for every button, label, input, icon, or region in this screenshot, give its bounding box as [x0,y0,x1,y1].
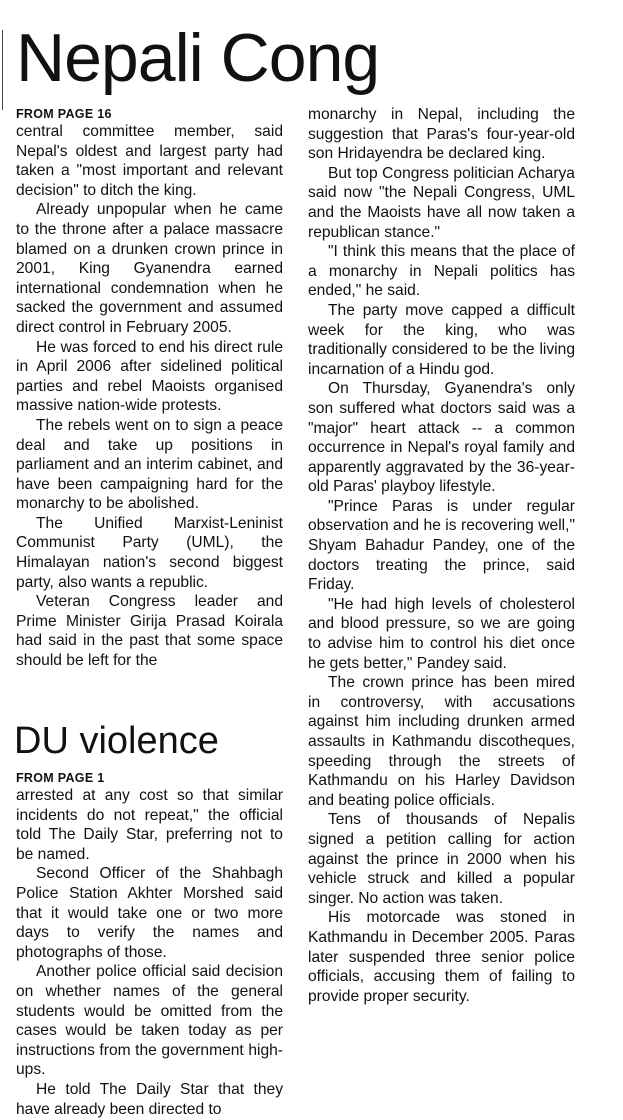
story1-paragraph: "Prince Paras is under regular observation and he is recovering well," Shyam Bahadur Pandey, one of the doctors treating the prince, said Friday. [308,497,575,594]
story1-paragraph: The rebels went on to sign a peace deal and take up positions in parliament and an interim cabinet, and have been campaigning hard for the monarchy to be abolished. [16,416,283,513]
story1-paragraph: The crown prince has been mired in controversy, with accusations against him including drunken armed assaults in Kathmandu discotheques, speeding through the streets of Kathmandu on his Harley Davidson and beating police officials. [308,674,575,809]
story-headline-nepali-cong: Nepali Cong [16,20,380,96]
story1-paragraph: monarchy in Nepal, including the suggestion that Paras's four-year-old son Hridayendra be declared king. [308,106,575,163]
story1-paragraph: Veteran Congress leader and Prime Minister Girija Prasad Koirala had said in the past that some space should be left for the [16,593,283,670]
story1-paragraph: "He had high levels of cholesterol and blood pressure, so we are going to advise him to control his diet once he gets better," Pandey said. [308,595,575,672]
story1-paragraph: He was forced to end his direct rule in April 2006 after sidelined political parties and rebel Maoists organised massive nation-wide protests. [16,338,283,415]
story1-left-column [16,107,283,671]
story1-paragraph: central committee member, said Nepal's oldest and largest party had taken a "most important and relevant decision" to ditch the king. [16,123,283,199]
story1-paragraph: "I think this means that the place of a monarchy in Nepali politics has ended," he said. [308,243,575,300]
jump-label-from-page-16: FROM PAGE 16 [16,107,112,121]
story1-paragraph: Tens of thousands of Nepalis signed a petition calling for action against the prince in 2000 when his vehicle struck and killed a popular singer. No action was taken. [308,811,575,907]
story2-paragraph: Second Officer of the Shahbagh Police Station Akhter Morshed said that it would take one or two more days to verify the names and photographs of those. [16,865,283,961]
story1-paragraph: The Unified Marxist-Leninist Communist Party (UML), the Himalayan nation's second biggest party, also wants a republic. [16,514,283,591]
story2-paragraph: Another police official said decision on whether names of the general students would be omitted from the cases would be taken today as per instructions from the government high-ups. [16,963,283,1079]
story1-paragraph: Already unpopular when he came to the throne after a palace massacre blamed on a drunken crown prince in 2001, King Gyanendra earned international condemnation when he sacked the government and assumed direct control in February 2005. [16,201,283,336]
story-headline-du-violence: DU violence [14,720,219,762]
story2-column [16,771,283,1119]
story2-paragraph: He told The Daily Star that they have already been directed to [16,1080,283,1118]
column-rule [2,30,3,110]
story1-right-column [308,105,575,1006]
story1-paragraph: But top Congress politician Acharya said now "the Nepali Congress, UML and the Maoists have all now taken a republican stance." [308,164,575,241]
jump-label-from-page-1: FROM PAGE 1 [16,771,105,785]
story2-paragraph: arrested at any cost so that similar incidents do not repeat," the official told The Daily Star, preferring not to be named. [16,787,283,863]
story1-paragraph: The party move capped a difficult week for the king, who was traditionally considered to be the living incarnation of a Hindu god. [308,301,575,378]
story1-paragraph: On Thursday, Gyanendra's only son suffered what doctors said was a "major" heart attack -- a common occurrence in Nepal's royal family and apparently aggravated by the 36-year-old Paras' playboy lifestyle. [308,380,575,496]
story1-paragraph: His motorcade was stoned in Kathmandu in December 2005. Paras later suspended three senior police officials, accusing them of failing to provide proper security. [308,909,575,1005]
